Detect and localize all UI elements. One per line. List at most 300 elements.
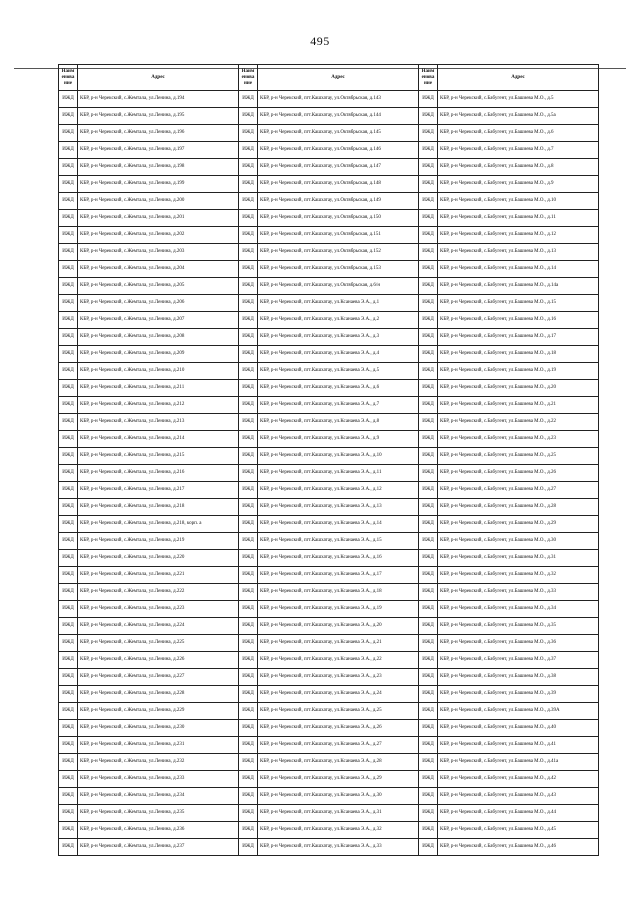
address-table [58,64,599,856]
type-cell: ИЖД [419,737,438,754]
type-cell: ИЖД [59,482,78,499]
type-cell: ИЖД [419,431,438,448]
type-cell: ИЖД [419,346,438,363]
address-cell: КБР, р-н Черекский, пгт.Кашхатау, ул.Ксанаева Э.А., д.9 [258,431,419,448]
type-cell: ИЖД [59,261,78,278]
type-cell: ИЖД [419,176,438,193]
address-column-header: Адрес [438,65,599,91]
table-row [59,720,599,737]
table-row [59,465,599,482]
type-cell: ИЖД [419,652,438,669]
address-cell: КБР, р-н Черекский, пгт.Кашхатау, ул.Ксанаева Э.А., д.1 [258,295,419,312]
address-cell: КБР, р-н Черекский, пгт.Кашхатау, ул.Ксанаева Э.А., д.7 [258,397,419,414]
address-column-header: Адрес [258,65,419,91]
address-cell: КБР, р-н Черекский, с.Жемтала, ул.Ленина, д.226 [78,652,239,669]
address-cell: КБР, р-н Черекский, с.Бабугент, ул.Башиева М.О., д.14 [438,261,599,278]
type-cell: ИЖД [419,227,438,244]
type-cell: ИЖД [59,397,78,414]
address-cell: КБР, р-н Черекский, пгт.Кашхатау, ул.Ксанаева Э.А., д.2 [258,312,419,329]
address-cell: КБР, р-н Черекский, с.Жемтала, ул.Ленина, д.223 [78,601,239,618]
type-cell: ИЖД [239,397,258,414]
type-cell: ИЖД [239,125,258,142]
address-cell: КБР, р-н Черекский, с.Бабугент, ул.Башиева М.О., д.5а [438,108,599,125]
address-cell: КБР, р-н Черекский, пгт.Кашхатау, ул.Октябрьская, д.147 [258,159,419,176]
address-cell: КБР, р-н Черекский, с.Бабугент, ул.Башиева М.О., д.8 [438,159,599,176]
type-cell: ИЖД [239,244,258,261]
type-cell: ИЖД [59,346,78,363]
type-cell: ИЖД [419,601,438,618]
address-cell: КБР, р-н Черекский, с.Бабугент, ул.Башиева М.О., д.45 [438,822,599,839]
type-cell: ИЖД [59,142,78,159]
address-cell: КБР, р-н Черекский, пгт.Кашхатау, ул.Октябрьская, д.149 [258,193,419,210]
type-cell: ИЖД [59,125,78,142]
type-cell: ИЖД [239,601,258,618]
table-row [59,397,599,414]
table-header-row [59,65,599,91]
type-cell: ИЖД [419,839,438,856]
address-cell: КБР, р-н Черекский, пгт.Кашхатау, ул.Ксанаева Э.А., д.28 [258,754,419,771]
table-row [59,618,599,635]
type-column-header: Наим енова ние [419,65,438,91]
table-row [59,261,599,278]
type-cell: ИЖД [239,584,258,601]
type-cell: ИЖД [239,499,258,516]
type-cell: ИЖД [239,431,258,448]
address-cell: КБР, р-н Черекский, пгт.Кашхатау, ул.Октябрьская, д.153 [258,261,419,278]
address-cell: КБР, р-н Черекский, с.Жемтала, ул.Ленина, д.233 [78,771,239,788]
address-cell: КБР, р-н Черекский, с.Бабугент, ул.Башиева М.О., д.30 [438,533,599,550]
address-cell: КБР, р-н Черекский, пгт.Кашхатау, ул.Ксанаева Э.А., д.17 [258,567,419,584]
table-row [59,363,599,380]
address-cell: КБР, р-н Черекский, с.Жемтала, ул.Ленина, д.227 [78,669,239,686]
address-cell: КБР, р-н Черекский, пгт.Кашхатау, ул.Ксанаева Э.А., д.21 [258,635,419,652]
table-row [59,482,599,499]
type-cell: ИЖД [419,618,438,635]
type-cell: ИЖД [239,754,258,771]
type-cell: ИЖД [59,788,78,805]
table-row [59,584,599,601]
type-cell: ИЖД [419,465,438,482]
address-cell: КБР, р-н Черекский, с.Бабугент, ул.Башиева М.О., д.23 [438,431,599,448]
address-cell: КБР, р-н Черекский, пгт.Кашхатау, ул.Ксанаева Э.А., д.13 [258,499,419,516]
address-cell: КБР, р-н Черекский, с.Жемтала, ул.Ленина, д.209 [78,346,239,363]
type-cell: ИЖД [239,635,258,652]
type-cell: ИЖД [59,652,78,669]
table-row [59,805,599,822]
type-cell: ИЖД [239,312,258,329]
address-cell: КБР, р-н Черекский, с.Бабугент, ул.Башиева М.О., д.46 [438,839,599,856]
address-cell: КБР, р-н Черекский, с.Жемтала, ул.Ленина, д.217 [78,482,239,499]
table-row [59,516,599,533]
type-cell: ИЖД [59,720,78,737]
type-cell: ИЖД [59,822,78,839]
table-row [59,703,599,720]
address-cell: КБР, р-н Черекский, с.Жемтала, ул.Ленина, д.204 [78,261,239,278]
table-row [59,210,599,227]
address-cell: КБР, р-н Черекский, пгт.Кашхатау, ул.Ксанаева Э.А., д.33 [258,839,419,856]
address-cell: КБР, р-н Черекский, с.Бабугент, ул.Башиева М.О., д.44 [438,805,599,822]
page-number: 495 [310,34,330,48]
table-row [59,737,599,754]
address-cell: КБР, р-н Черекский, с.Жемтала, ул.Ленина, д.201 [78,210,239,227]
address-cell: КБР, р-н Черекский, с.Жемтала, ул.Ленина, д.229 [78,703,239,720]
type-cell: ИЖД [239,363,258,380]
type-cell: ИЖД [59,329,78,346]
table-row [59,142,599,159]
address-cell: КБР, р-н Черекский, пгт.Кашхатау, ул.Ксанаева Э.А., д.22 [258,652,419,669]
type-cell: ИЖД [419,193,438,210]
type-cell: ИЖД [419,635,438,652]
table-row [59,533,599,550]
address-cell: КБР, р-н Черекский, с.Жемтала, ул.Ленина, д.198 [78,159,239,176]
table-row [59,686,599,703]
type-cell: ИЖД [239,652,258,669]
address-cell: КБР, р-н Черекский, с.Бабугент, ул.Башиева М.О., д.40 [438,720,599,737]
table-row [59,91,599,108]
table-row [59,788,599,805]
type-cell: ИЖД [59,686,78,703]
table-body [59,91,599,856]
address-cell: КБР, р-н Черекский, с.Жемтала, ул.Ленина, д.213 [78,414,239,431]
address-cell: КБР, р-н Черекский, пгт.Кашхатау, ул.Ксанаева Э.А., д.15 [258,533,419,550]
address-cell: КБР, р-н Черекский, с.Жемтала, ул.Ленина, д.207 [78,312,239,329]
address-cell: КБР, р-н Черекский, пгт.Кашхатау, ул.Ксанаева Э.А., д.29 [258,771,419,788]
type-cell: ИЖД [59,601,78,618]
address-cell: КБР, р-н Черекский, с.Жемтала, ул.Ленина, д.228 [78,686,239,703]
address-cell: КБР, р-н Черекский, пгт.Кашхатау, ул.Октябрьская, д.146 [258,142,419,159]
type-cell: ИЖД [59,278,78,295]
type-cell: ИЖД [239,567,258,584]
type-cell: ИЖД [419,516,438,533]
type-cell: ИЖД [419,142,438,159]
address-cell: КБР, р-н Черекский, с.Жемтала, ул.Ленина, д.230 [78,720,239,737]
table-row [59,431,599,448]
address-cell: КБР, р-н Черекский, с.Бабугент, ул.Башиева М.О., д.38 [438,669,599,686]
address-cell: КБР, р-н Черекский, пгт.Кашхатау, ул.Ксанаева Э.А., д.31 [258,805,419,822]
address-cell: КБР, р-н Черекский, пгт.Кашхатау, ул.Ксанаева Э.А., д.23 [258,669,419,686]
type-cell: ИЖД [239,703,258,720]
address-cell: КБР, р-н Черекский, с.Бабугент, ул.Башиева М.О., д.18 [438,346,599,363]
address-cell: КБР, р-н Черекский, с.Бабугент, ул.Башиева М.О., д.14а [438,278,599,295]
address-cell: КБР, р-н Черекский, с.Жемтала, ул.Ленина, д.218 [78,499,239,516]
address-cell: КБР, р-н Черекский, пгт.Кашхатау, ул.Ксанаева Э.А., д.32 [258,822,419,839]
address-column-header: Адрес [78,65,239,91]
type-cell: ИЖД [59,295,78,312]
address-cell: КБР, р-н Черекский, с.Бабугент, ул.Башиева М.О., д.27 [438,482,599,499]
type-cell: ИЖД [419,448,438,465]
address-cell: КБР, р-н Черекский, с.Бабугент, ул.Башиева М.О., д.41а [438,754,599,771]
table-row [59,822,599,839]
table-row [59,278,599,295]
table-row [59,839,599,856]
address-cell: КБР, р-н Черекский, с.Бабугент, ул.Башиева М.О., д.39 [438,686,599,703]
address-cell: КБР, р-н Черекский, с.Жемтала, ул.Ленина, д.205 [78,278,239,295]
type-cell: ИЖД [239,669,258,686]
type-cell: ИЖД [59,210,78,227]
type-cell: ИЖД [59,567,78,584]
type-cell: ИЖД [59,737,78,754]
address-cell: КБР, р-н Черекский, с.Бабугент, ул.Башиева М.О., д.28 [438,499,599,516]
type-cell: ИЖД [59,465,78,482]
address-cell: КБР, р-н Черекский, с.Бабугент, ул.Башиева М.О., д.34 [438,601,599,618]
type-cell: ИЖД [419,703,438,720]
type-cell: ИЖД [419,380,438,397]
address-cell: КБР, р-н Черекский, пгт.Кашхатау, ул.Ксанаева Э.А., д.18 [258,584,419,601]
type-cell: ИЖД [239,380,258,397]
type-cell: ИЖД [239,788,258,805]
address-cell: КБР, р-н Черекский, с.Бабугент, ул.Башиева М.О., д.15 [438,295,599,312]
type-cell: ИЖД [419,550,438,567]
type-cell: ИЖД [419,91,438,108]
address-cell: КБР, р-н Черекский, с.Бабугент, ул.Башиева М.О., д.33 [438,584,599,601]
address-cell: КБР, р-н Черекский, с.Жемтала, ул.Ленина, д.212 [78,397,239,414]
table-row [59,295,599,312]
type-cell: ИЖД [239,176,258,193]
address-cell: КБР, р-н Черекский, пгт.Кашхатау, ул.Ксанаева Э.А., д.25 [258,703,419,720]
address-cell: КБР, р-н Черекский, с.Бабугент, ул.Башиева М.О., д.43 [438,788,599,805]
address-cell: КБР, р-н Черекский, с.Жемтала, ул.Ленина, д.200 [78,193,239,210]
type-cell: ИЖД [419,261,438,278]
address-cell: КБР, р-н Черекский, с.Бабугент, ул.Башиева М.О., д.26 [438,465,599,482]
type-cell: ИЖД [419,159,438,176]
type-cell: ИЖД [59,227,78,244]
address-cell: КБР, р-н Черекский, с.Жемтала, ул.Ленина, д.196 [78,125,239,142]
type-cell: ИЖД [239,839,258,856]
type-cell: ИЖД [419,499,438,516]
address-cell: КБР, р-н Черекский, с.Жемтала, ул.Ленина, д.211 [78,380,239,397]
type-cell: ИЖД [59,431,78,448]
address-cell: КБР, р-н Черекский, пгт.Кашхатау, ул.Ксанаева Э.А., д.16 [258,550,419,567]
type-cell: ИЖД [239,193,258,210]
address-cell: КБР, р-н Черекский, с.Жемтала, ул.Ленина, д.195 [78,108,239,125]
address-cell: КБР, р-н Черекский, пгт.Кашхатау, ул.Ксанаева Э.А., д.11 [258,465,419,482]
address-cell: КБР, р-н Черекский, с.Бабугент, ул.Башиева М.О., д.13 [438,244,599,261]
table-row [59,193,599,210]
type-cell: ИЖД [59,176,78,193]
type-cell: ИЖД [419,669,438,686]
type-cell: ИЖД [59,108,78,125]
address-cell: КБР, р-н Черекский, с.Бабугент, ул.Башиева М.О., д.17 [438,329,599,346]
address-cell: КБР, р-н Черекский, с.Жемтала, ул.Ленина, д.206 [78,295,239,312]
type-cell: ИЖД [239,261,258,278]
type-cell: ИЖД [59,533,78,550]
table-row [59,754,599,771]
type-cell: ИЖД [239,771,258,788]
address-cell: КБР, р-н Черекский, пгт.Кашхатау, ул.Ксанаева Э.А., д.12 [258,482,419,499]
address-cell: КБР, р-н Черекский, с.Жемтала, ул.Ленина, д.219 [78,533,239,550]
address-cell: КБР, р-н Черекский, с.Жемтала, ул.Ленина, д.235 [78,805,239,822]
address-cell: КБР, р-н Черекский, с.Бабугент, ул.Башиева М.О., д.29 [438,516,599,533]
type-cell: ИЖД [239,91,258,108]
type-cell: ИЖД [59,669,78,686]
address-cell: КБР, р-н Черекский, с.Бабугент, ул.Башиева М.О., д.37 [438,652,599,669]
type-cell: ИЖД [419,414,438,431]
address-cell: КБР, р-н Черекский, с.Бабугент, ул.Башиева М.О., д.7 [438,142,599,159]
table-row [59,227,599,244]
table-row [59,346,599,363]
type-cell: ИЖД [59,448,78,465]
type-cell: ИЖД [239,295,258,312]
type-cell: ИЖД [239,618,258,635]
type-cell: ИЖД [419,244,438,261]
type-cell: ИЖД [59,754,78,771]
type-cell: ИЖД [419,210,438,227]
address-cell: КБР, р-н Черекский, с.Жемтала, ул.Ленина, д.236 [78,822,239,839]
type-cell: ИЖД [59,516,78,533]
type-cell: ИЖД [59,771,78,788]
type-cell: ИЖД [59,703,78,720]
type-cell: ИЖД [239,278,258,295]
type-cell: ИЖД [239,516,258,533]
address-cell: КБР, р-н Черекский, пгт.Кашхатау, ул.Октябрьская, д.145 [258,125,419,142]
type-cell: ИЖД [419,363,438,380]
address-cell: КБР, р-н Черекский, с.Жемтала, ул.Ленина, д.221 [78,567,239,584]
address-cell: КБР, р-н Черекский, пгт.Кашхатау, ул.Октябрьская, д.152 [258,244,419,261]
type-cell: ИЖД [239,142,258,159]
type-cell: ИЖД [239,448,258,465]
address-cell: КБР, р-н Черекский, с.Жемтала, ул.Ленина, д.220 [78,550,239,567]
address-cell: КБР, р-н Черекский, с.Жемтала, ул.Ленина, д.222 [78,584,239,601]
type-cell: ИЖД [239,805,258,822]
type-cell: ИЖД [59,91,78,108]
address-cell: КБР, р-н Черекский, пгт.Кашхатау, ул.Ксанаева Э.А., д.24 [258,686,419,703]
address-cell: КБР, р-н Черекский, с.Жемтала, ул.Ленина, д.197 [78,142,239,159]
address-cell: КБР, р-н Черекский, с.Бабугент, ул.Башиева М.О., д.21 [438,397,599,414]
table-row [59,125,599,142]
address-cell: КБР, р-н Черекский, пгт.Кашхатау, ул.Октябрьская, д.151 [258,227,419,244]
type-cell: ИЖД [419,720,438,737]
address-cell: КБР, р-н Черекский, с.Жемтала, ул.Ленина, д.231 [78,737,239,754]
type-cell: ИЖД [239,720,258,737]
type-cell: ИЖД [59,363,78,380]
type-column-header: Наим енова ние [239,65,258,91]
type-cell: ИЖД [239,737,258,754]
table-row [59,550,599,567]
address-cell: КБР, р-н Черекский, с.Бабугент, ул.Башиева М.О., д.35 [438,618,599,635]
table-row [59,176,599,193]
address-cell: КБР, р-н Черекский, с.Жемтала, ул.Ленина, д.215 [78,448,239,465]
table-row [59,567,599,584]
type-cell: ИЖД [239,329,258,346]
address-cell: КБР, р-н Черекский, пгт.Кашхатау, ул.Октябрьская, д.144 [258,108,419,125]
address-cell: КБР, р-н Черекский, с.Бабугент, ул.Башиева М.О., д.20 [438,380,599,397]
type-cell: ИЖД [419,125,438,142]
type-cell: ИЖД [239,550,258,567]
type-cell: ИЖД [59,380,78,397]
address-cell: КБР, р-н Черекский, пгт.Кашхатау, ул.Ксанаева Э.А., д.10 [258,448,419,465]
table-row [59,448,599,465]
type-cell: ИЖД [419,108,438,125]
address-cell: КБР, р-н Черекский, пгт.Кашхатау, ул.Ксанаева Э.А., д.4 [258,346,419,363]
table-row [59,499,599,516]
type-cell: ИЖД [239,108,258,125]
address-cell: КБР, р-н Черекский, пгт.Кашхатау, ул.Октябрьская, д.148 [258,176,419,193]
table-row [59,771,599,788]
address-cell: КБР, р-н Черекский, с.Жемтала, ул.Ленина, д.203 [78,244,239,261]
address-cell: КБР, р-н Черекский, пгт.Кашхатау, ул.Ксанаева Э.А., д.27 [258,737,419,754]
type-cell: ИЖД [419,567,438,584]
type-cell: ИЖД [419,822,438,839]
type-cell: ИЖД [59,499,78,516]
type-cell: ИЖД [419,329,438,346]
table-row [59,652,599,669]
type-cell: ИЖД [419,397,438,414]
address-cell: КБР, р-н Черекский, с.Жемтала, ул.Ленина, д.225 [78,635,239,652]
type-cell: ИЖД [239,686,258,703]
address-cell: КБР, р-н Черекский, с.Бабугент, ул.Башиева М.О., д.5 [438,91,599,108]
address-cell: КБР, р-н Черекский, с.Бабугент, ул.Башиева М.О., д.31 [438,550,599,567]
type-cell: ИЖД [419,295,438,312]
type-cell: ИЖД [59,159,78,176]
address-cell: КБР, р-н Черекский, пгт.Кашхатау, ул.Ксанаева Э.А., д.6 [258,380,419,397]
address-cell: КБР, р-н Черекский, с.Бабугент, ул.Башиева М.О., д.41 [438,737,599,754]
address-cell: КБР, р-н Черекский, пгт.Кашхатау, ул.Ксанаева Э.А., д.8 [258,414,419,431]
type-cell: ИЖД [59,584,78,601]
address-cell: КБР, р-н Черекский, пгт.Кашхатау, ул.Ксанаева Э.А., д.30 [258,788,419,805]
address-cell: КБР, р-н Черекский, пгт.Кашхатау, ул.Октябрьская, д.6/н [258,278,419,295]
type-cell: ИЖД [239,346,258,363]
type-cell: ИЖД [59,312,78,329]
address-cell: КБР, р-н Черекский, с.Бабугент, ул.Башиева М.О., д.39А [438,703,599,720]
address-cell: КБР, р-н Черекский, с.Бабугент, ул.Башиева М.О., д.32 [438,567,599,584]
type-cell: ИЖД [59,414,78,431]
address-cell: КБР, р-н Черекский, с.Бабугент, ул.Башиева М.О., д.42 [438,771,599,788]
address-cell: КБР, р-н Черекский, с.Бабугент, ул.Башиева М.О., д.10 [438,193,599,210]
type-cell: ИЖД [419,482,438,499]
address-cell: КБР, р-н Черекский, пгт.Кашхатау, ул.Ксанаева Э.А., д.5 [258,363,419,380]
address-cell: КБР, р-н Черекский, с.Жемтала, ул.Ленина, д.237 [78,839,239,856]
type-cell: ИЖД [59,193,78,210]
type-cell: ИЖД [419,533,438,550]
type-column-header: Наим енова ние [59,65,78,91]
address-cell: КБР, р-н Черекский, пгт.Кашхатау, ул.Октябрьская, д.150 [258,210,419,227]
type-cell: ИЖД [59,244,78,261]
type-cell: ИЖД [239,465,258,482]
type-cell: ИЖД [419,686,438,703]
address-cell: КБР, р-н Черекский, с.Жемтала, ул.Ленина, д.210 [78,363,239,380]
address-cell: КБР, р-н Черекский, с.Жемтала, ул.Ленина, д.194 [78,91,239,108]
type-cell: ИЖД [419,805,438,822]
type-cell: ИЖД [419,788,438,805]
type-cell: ИЖД [239,822,258,839]
table-row [59,108,599,125]
address-cell: КБР, р-н Черекский, пгт.Кашхатау, ул.Ксанаева Э.А., д.26 [258,720,419,737]
address-cell: КБР, р-н Черекский, с.Бабугент, ул.Башиева М.О., д.6 [438,125,599,142]
type-cell: ИЖД [59,550,78,567]
address-cell: КБР, р-н Черекский, с.Бабугент, ул.Башиева М.О., д.19 [438,363,599,380]
type-cell: ИЖД [239,414,258,431]
type-cell: ИЖД [239,210,258,227]
table-row [59,312,599,329]
address-cell: КБР, р-н Черекский, пгт.Кашхатау, ул.Ксанаева Э.А., д.14 [258,516,419,533]
address-cell: КБР, р-н Черекский, с.Бабугент, ул.Башиева М.О., д.11 [438,210,599,227]
address-cell: КБР, р-н Черекский, с.Бабугент, ул.Башиева М.О., д.16 [438,312,599,329]
address-cell: КБР, р-н Черекский, с.Бабугент, ул.Башиева М.О., д.12 [438,227,599,244]
type-cell: ИЖД [239,482,258,499]
address-cell: КБР, р-н Черекский, с.Жемтала, ул.Ленина, д.216 [78,465,239,482]
type-cell: ИЖД [59,805,78,822]
type-cell: ИЖД [419,278,438,295]
address-cell: КБР, р-н Черекский, с.Жемтала, ул.Ленина, д.218, корп. а [78,516,239,533]
address-cell: КБР, р-н Черекский, с.Жемтала, ул.Ленина, д.232 [78,754,239,771]
type-cell: ИЖД [59,839,78,856]
address-cell: КБР, р-н Черекский, с.Жемтала, ул.Ленина, д.202 [78,227,239,244]
type-cell: ИЖД [239,227,258,244]
address-cell: КБР, р-н Черекский, с.Жемтала, ул.Ленина, д.214 [78,431,239,448]
address-cell: КБР, р-н Черекский, пгт.Кашхатау, ул.Октябрьская, д.143 [258,91,419,108]
type-cell: ИЖД [59,618,78,635]
type-cell: ИЖД [239,159,258,176]
